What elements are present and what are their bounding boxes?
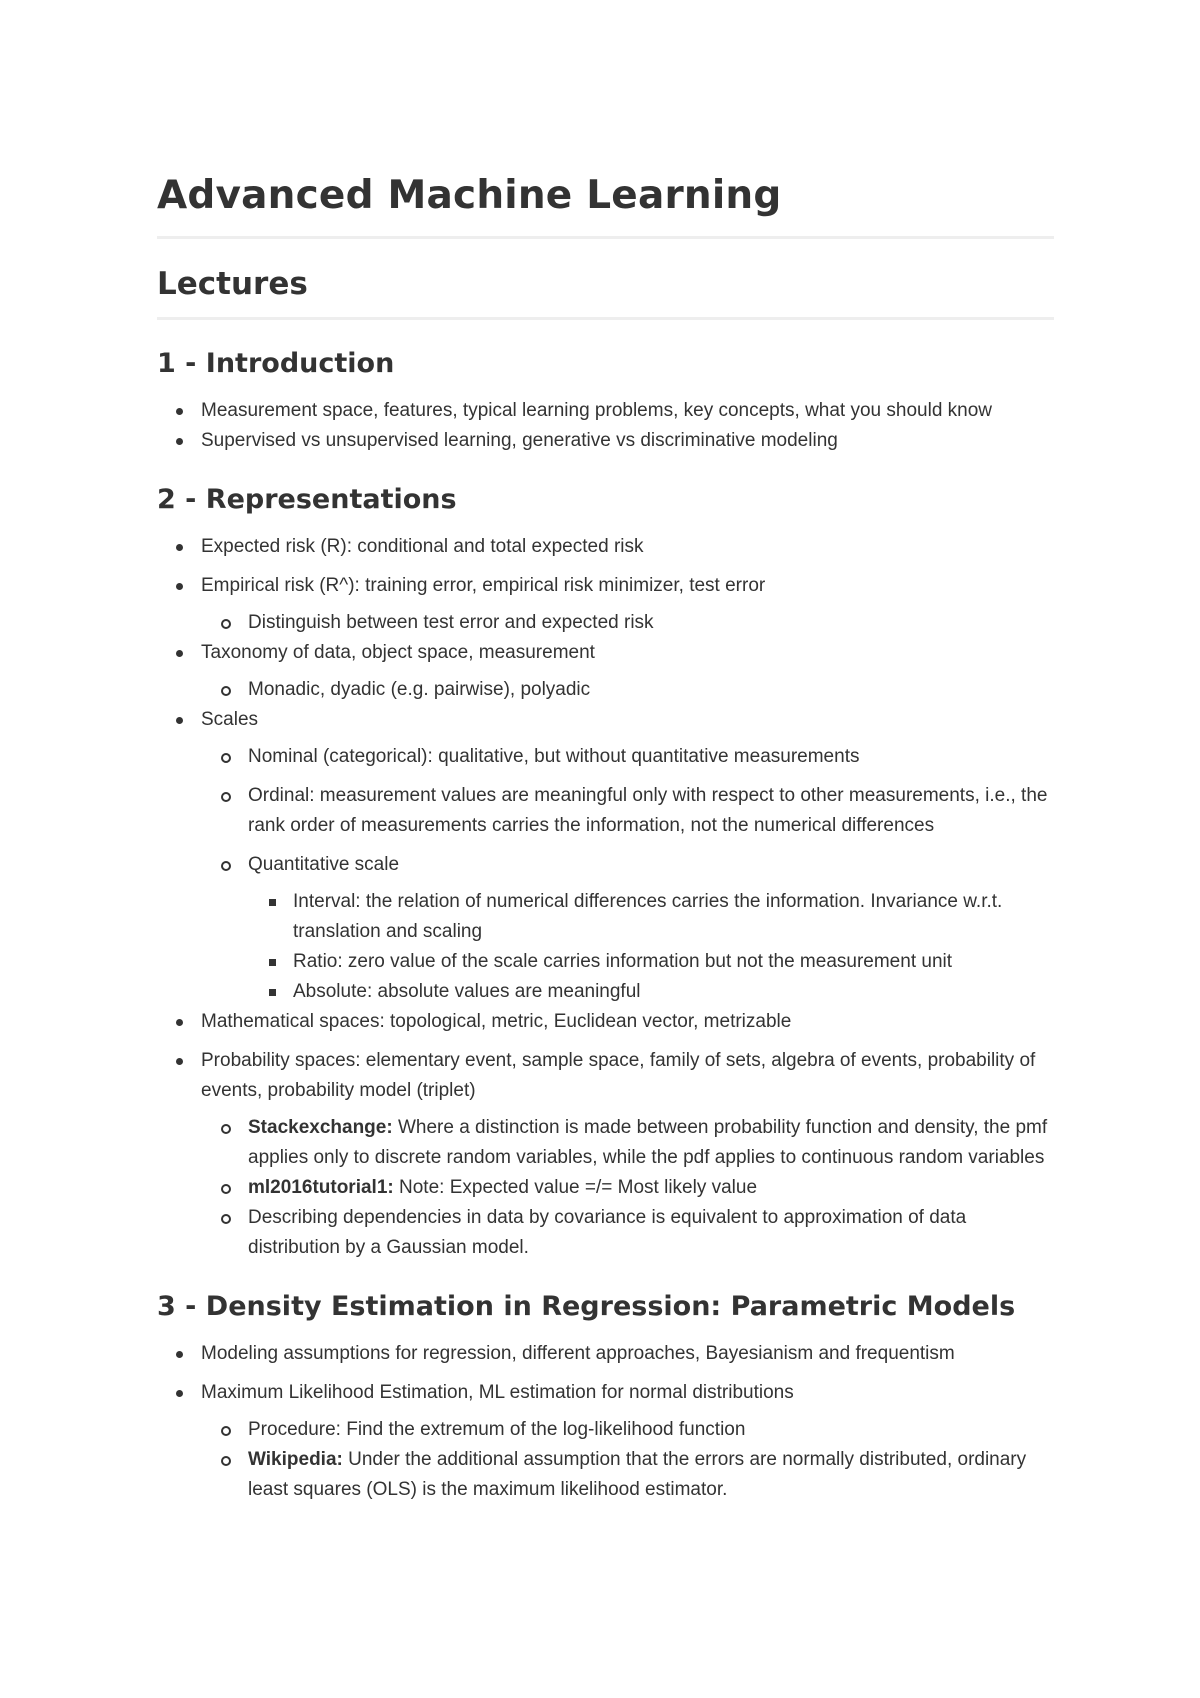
list-item: Nominal (categorical): qualitative, but without quantitative measurements <box>201 742 1054 772</box>
section-heading-lectures: Lectures <box>157 263 1054 320</box>
list-item-text: Empirical risk (R^): training error, empirical risk minimizer, test error <box>201 575 766 596</box>
sub-sub-list <box>248 887 1054 1007</box>
list-item <box>157 638 1054 705</box>
list-item: Ratio: zero value of the scale carries information but not the measurement unit <box>248 947 1054 977</box>
list-item <box>201 1445 1054 1505</box>
list-item-text: Note: Expected value =/= Most likely value <box>393 1177 758 1198</box>
list-item: Interval: the relation of numerical differences carries the information. Invariance w.r.t. translation and scaling <box>248 887 1054 947</box>
source-label: Stackexchange: <box>248 1117 393 1138</box>
list-item <box>157 571 1054 638</box>
list-item: Measurement space, features, typical learning problems, key concepts, what you should know <box>157 396 1054 426</box>
list-item <box>201 850 1054 1007</box>
list-item-text: Scales <box>201 709 259 730</box>
list-item <box>201 1173 1054 1203</box>
list-item-text: Procedure: Find the extremum of the log-likelihood function <box>248 1419 746 1440</box>
document-page <box>157 170 1054 1505</box>
list-item-text: Under the additional assumption that the errors are normally distributed, ordinary least squares (OLS) is the maximum likelihood estimator. <box>248 1449 1027 1500</box>
lecture-heading-3: 3 - Density Estimation in Regression: Parametric Models <box>157 1291 1016 1322</box>
source-label: Wikipedia: <box>248 1449 343 1470</box>
lecture-heading-2: 2 - Representations <box>157 484 457 515</box>
lecture-heading-1: 1 - Introduction <box>157 348 395 379</box>
list-item: Monadic, dyadic (e.g. pairwise), polyadic <box>201 675 1054 705</box>
sub-list <box>201 608 1054 638</box>
sub-list <box>201 742 1054 1007</box>
lecture-3-list <box>157 1339 1054 1505</box>
lecture-1-list <box>157 396 1054 456</box>
lecture-2-list <box>157 532 1054 1263</box>
list-item-text: Where a distinction is made between probability function and density, the pmf applies only to discrete random variables, while the pdf applies to continuous random variables <box>248 1117 1048 1168</box>
list-item-text: Maximum Likelihood Estimation, ML estimation for normal distributions <box>201 1382 794 1403</box>
source-label: ml2016tutorial1: <box>248 1177 394 1198</box>
document-title: Advanced Machine Learning <box>157 170 1054 239</box>
list-item <box>201 1415 1054 1445</box>
list-item-text: Describing dependencies in data by covariance is equivalent to approximation of data distribution by a Gaussian model. <box>248 1207 967 1258</box>
sub-list <box>201 1415 1054 1505</box>
list-item-text: Taxonomy of data, object space, measurement <box>201 642 595 663</box>
list-item: Ordinal: measurement values are meaningful only with respect to other measurements, i.e., the rank order of measurements carries the information, not the numerical differences <box>201 781 1054 841</box>
list-item: Supervised vs unsupervised learning, generative vs discriminative modeling <box>157 426 1054 456</box>
list-item <box>201 1113 1054 1173</box>
list-item: Mathematical spaces: topological, metric, Euclidean vector, metrizable <box>157 1007 1054 1037</box>
sub-list <box>201 1113 1054 1263</box>
list-item: Expected risk (R): conditional and total expected risk <box>157 532 1054 562</box>
list-item: Absolute: absolute values are meaningful <box>248 977 1054 1007</box>
sub-list <box>201 675 1054 705</box>
list-item: Modeling assumptions for regression, different approaches, Bayesianism and frequentism <box>157 1339 1054 1369</box>
list-item <box>157 1378 1054 1505</box>
list-item <box>201 1203 1054 1263</box>
list-item-text: Probability spaces: elementary event, sample space, family of sets, algebra of events, probability of events, probability model (triplet) <box>201 1050 1036 1101</box>
list-item: Distinguish between test error and expected risk <box>201 608 1054 638</box>
list-item-text: Quantitative scale <box>248 854 400 875</box>
list-item <box>157 1046 1054 1263</box>
list-item <box>157 705 1054 1007</box>
